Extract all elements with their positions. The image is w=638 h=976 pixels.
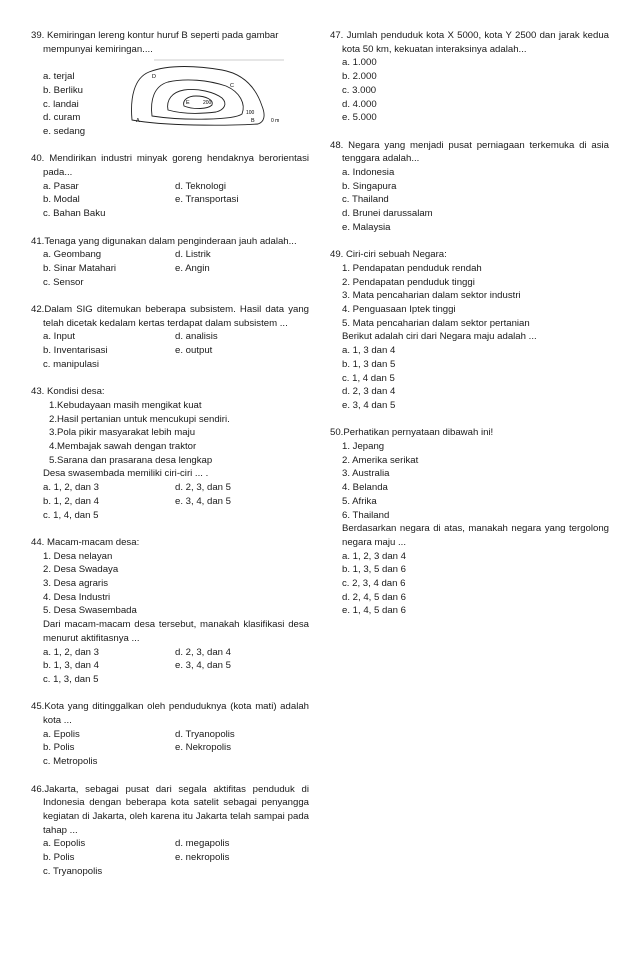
option-row [31, 646, 309, 660]
option-c: c. 1, 3, dan 5 [43, 673, 99, 685]
option-e: e. nekropolis [175, 852, 230, 864]
option-e: e. Transportasi [175, 194, 239, 206]
option-c: c. manipulasi [43, 358, 99, 370]
list-item: 1.Kebudayaan masih mengikat kuat [49, 399, 202, 411]
option-b: b. Polis [43, 852, 75, 864]
list-item: 5.Sarana dan prasarana desa lengkap [49, 454, 213, 466]
map-label-e: E [186, 100, 190, 106]
list-item: 6. Thailand [342, 509, 390, 521]
option-row [31, 248, 309, 262]
option-d: d. Teknologi [175, 180, 227, 192]
option-row [31, 358, 309, 372]
question-46-stem: 46.Jakarta, sebagai pusat dari segala aktifitas penduduk di Indonesia dengan beberapa kota satelit sebagai penyangga kegiatan di Jakarta, oleh karena itu Jakarta telah sampai pada tahap ... [31, 783, 309, 836]
list-item: 3. Mata pencaharian dalam sektor industri [342, 290, 521, 302]
option-b: b. 1, 3 dan 5 [342, 358, 396, 370]
list-item: 4. Desa Industri [43, 591, 111, 603]
option-b: b. Sinar Matahari [43, 262, 117, 274]
option-row [31, 207, 309, 221]
question-47-stem: 47. Jumlah penduduk kota X 5000, kota Y 2500 dan jarak kedua kota 50 km, kekuatan interaksinya adalah... [330, 30, 609, 55]
option-c: c. Sensor [43, 276, 84, 288]
condition-list [31, 399, 309, 468]
question-39-stem-line2: mempunyai kemiringan.... [43, 43, 153, 55]
option-e: e. Nekropolis [175, 742, 231, 754]
question-50-prompt: Berdasarkan negara di atas, manakah negara yang tergolong negara maju ... [342, 523, 609, 548]
map-label-a: A [136, 118, 140, 124]
option-e: e. sedang [43, 125, 86, 137]
option-c: c. Bahan Baku [43, 208, 106, 220]
option-a: a. Epolis [43, 728, 80, 740]
option-row [31, 741, 309, 755]
option-a: a. Geombang [43, 249, 102, 261]
country-trait-list [330, 262, 609, 331]
option-c: c. landai [43, 98, 79, 110]
list-item: 1. Desa nelayan [43, 550, 113, 562]
map-label-b: B [251, 118, 255, 124]
option-row [31, 344, 309, 358]
option-e: e. 3, 4, dan 5 [175, 495, 232, 507]
option-row [31, 659, 309, 673]
option-a: a. 1, 2, dan 3 [43, 646, 100, 658]
option-b: b. Berliku [43, 84, 83, 96]
question-44-stem: 44. Macam-macam desa: [31, 536, 140, 548]
question-44 [31, 536, 309, 687]
option-c: c. 1, 4 dan 5 [342, 372, 395, 384]
list-item: 3. Desa agraris [43, 578, 109, 590]
list-item: 2. Desa Swadaya [43, 564, 119, 576]
option-c: c. 3.000 [342, 84, 377, 96]
option-row [31, 330, 309, 344]
question-43-stem: 43. Kondisi desa: [31, 386, 105, 398]
list-item: 5. Afrika [342, 495, 377, 507]
question-42 [31, 303, 309, 372]
option-e: e. 1, 4, 5 dan 6 [342, 605, 407, 617]
list-item: 5. Mata pencaharian dalam sektor pertanian [342, 317, 530, 329]
list-item: 2. Pendapatan penduduk tinggi [342, 276, 475, 288]
question-49 [330, 248, 609, 412]
option-d: d. analisis [175, 331, 218, 343]
option-e: e. 3, 4, dan 5 [175, 660, 232, 672]
option-row [31, 180, 309, 194]
option-a: a. terjal [43, 71, 75, 83]
question-40 [31, 152, 309, 221]
option-c: c. 2, 3, 4 dan 6 [342, 578, 406, 590]
question-41-stem: 41.Tenaga yang digunakan dalam penginderaan jauh adalah... [31, 235, 297, 247]
option-row [31, 673, 309, 687]
option-d: d. curam [43, 112, 81, 124]
option-a: a. Pasar [43, 180, 79, 192]
question-49-prompt: Berikut adalah ciri dari Negara maju adalah ... [342, 331, 537, 343]
contour-map-figure [124, 58, 286, 128]
option-b: b. 2.000 [342, 71, 377, 83]
question-43 [31, 385, 309, 522]
option-row [31, 509, 309, 523]
option-row [31, 851, 309, 865]
list-item: 4.Membajak sawah dengan traktor [49, 441, 197, 453]
option-b: b. Inventarisasi [43, 345, 108, 357]
option-a: a. Input [43, 331, 76, 343]
left-column [31, 29, 309, 878]
list-item: 1. Pendapatan penduduk rendah [342, 262, 482, 274]
village-type-list [31, 550, 309, 619]
option-d: d. 2, 3, dan 4 [175, 646, 232, 658]
list-item: 2.Hasil pertanian untuk mencukupi sendiri. [49, 413, 230, 425]
option-d: d. Listrik [175, 249, 211, 261]
list-item: 3.Pola pikir masyarakat lebih maju [49, 427, 196, 439]
question-45 [31, 700, 309, 769]
option-e: e. output [175, 345, 213, 357]
option-e: e. 5.000 [342, 112, 377, 124]
option-a: a. 1, 3 dan 4 [342, 345, 396, 357]
list-item: 5. Desa Swasembada [43, 605, 137, 617]
option-a: a. Indonesia [342, 167, 395, 179]
option-row [31, 193, 309, 207]
list-item: 2. Amerika serikat [342, 454, 419, 466]
option-row [31, 837, 309, 851]
question-40-stem: 40. Mendirikan industri minyak goreng hendaknya berorientasi pada... [31, 153, 309, 178]
option-c: c. Metropolis [43, 756, 98, 768]
option-b: b. 1, 3, 5 dan 6 [342, 564, 407, 576]
option-a: a. 1, 2, 3 dan 4 [342, 550, 407, 562]
question-41 [31, 235, 309, 290]
list-item: 1. Jepang [342, 441, 385, 453]
country-list [330, 440, 609, 522]
option-row [31, 728, 309, 742]
option-row [31, 262, 309, 276]
option-row [31, 495, 309, 509]
option-e: e. Angin [175, 262, 210, 274]
option-row [31, 481, 309, 495]
list-item: 4. Belanda [342, 482, 388, 494]
option-d: d. 2, 3, dan 5 [175, 482, 232, 494]
list-item: 3. Australia [342, 468, 390, 480]
option-a: a. 1, 2, dan 3 [43, 482, 100, 494]
question-39-stem-line1: 39. Kemiringan lereng kontur huruf B seperti pada gambar [31, 30, 279, 41]
question-50 [330, 426, 609, 618]
map-label-c: C [230, 83, 234, 89]
contour-line-middle [168, 89, 225, 113]
option-d: d. 2, 3 dan 4 [342, 386, 396, 398]
option-b: b. 1, 3, dan 4 [43, 660, 100, 672]
question-44-prompt: Dari macam-macam desa tersebut, manakah klasifikasi desa menurut aktifitasnya ... [43, 619, 309, 644]
map-label-100: 100 [246, 110, 255, 116]
list-item: 4. Penguasaan Iptek tinggi [342, 304, 456, 316]
option-d: d. 2, 4, 5 dan 6 [342, 591, 407, 603]
option-b: b. Singapura [342, 180, 397, 192]
map-label-d: D [152, 74, 156, 80]
question-42-stem: 42.Dalam SIG ditemukan beberapa subsistem. Hasil data yang telah dicetak kedalam kertas terdapat dalam subsistem ... [31, 304, 309, 329]
map-label-0m: 0 m [271, 118, 280, 124]
map-label-200: 200 [203, 100, 212, 106]
option-d: d. Tryanopolis [175, 728, 235, 740]
question-43-prompt: Desa swasembada memiliki ciri-ciri ... . [43, 468, 209, 480]
question-48-stem: 48. Negara yang menjadi pusat perniagaan terkemuka di asia tenggara adalah... [330, 139, 609, 165]
option-b: b. 1, 2, dan 4 [43, 495, 100, 507]
option-e: e. 3, 4 dan 5 [342, 399, 396, 411]
question-50-stem: 50.Perhatikan pernyataan dibawah ini! [330, 427, 494, 439]
option-row [31, 865, 309, 879]
option-d: d. megapolis [175, 838, 230, 850]
option-c: c. Thailand [342, 194, 389, 206]
option-c: c. Tryanopolis [43, 865, 103, 877]
question-45-stem: 45.Kota yang ditinggalkan oleh penduduknya (kota mati) adalah kota ... [31, 701, 309, 727]
option-c: c. 1, 4, dan 5 [43, 509, 99, 521]
question-46 [31, 783, 309, 879]
question-48 [330, 139, 609, 235]
question-47 [330, 29, 609, 125]
option-d: d. Brunei darussalam [342, 208, 433, 220]
right-column [330, 29, 609, 618]
question-49-stem: 49. Ciri-ciri sebuah Negara: [330, 249, 447, 261]
option-e: e. Malaysia [342, 221, 391, 233]
option-b: b. Polis [43, 742, 75, 754]
option-a: a. 1.000 [342, 57, 377, 69]
option-d: d. 4.000 [342, 98, 377, 110]
option-row [31, 276, 309, 290]
option-b: b. Modal [43, 194, 80, 206]
option-row [31, 755, 309, 769]
option-a: a. Eopolis [43, 838, 86, 850]
